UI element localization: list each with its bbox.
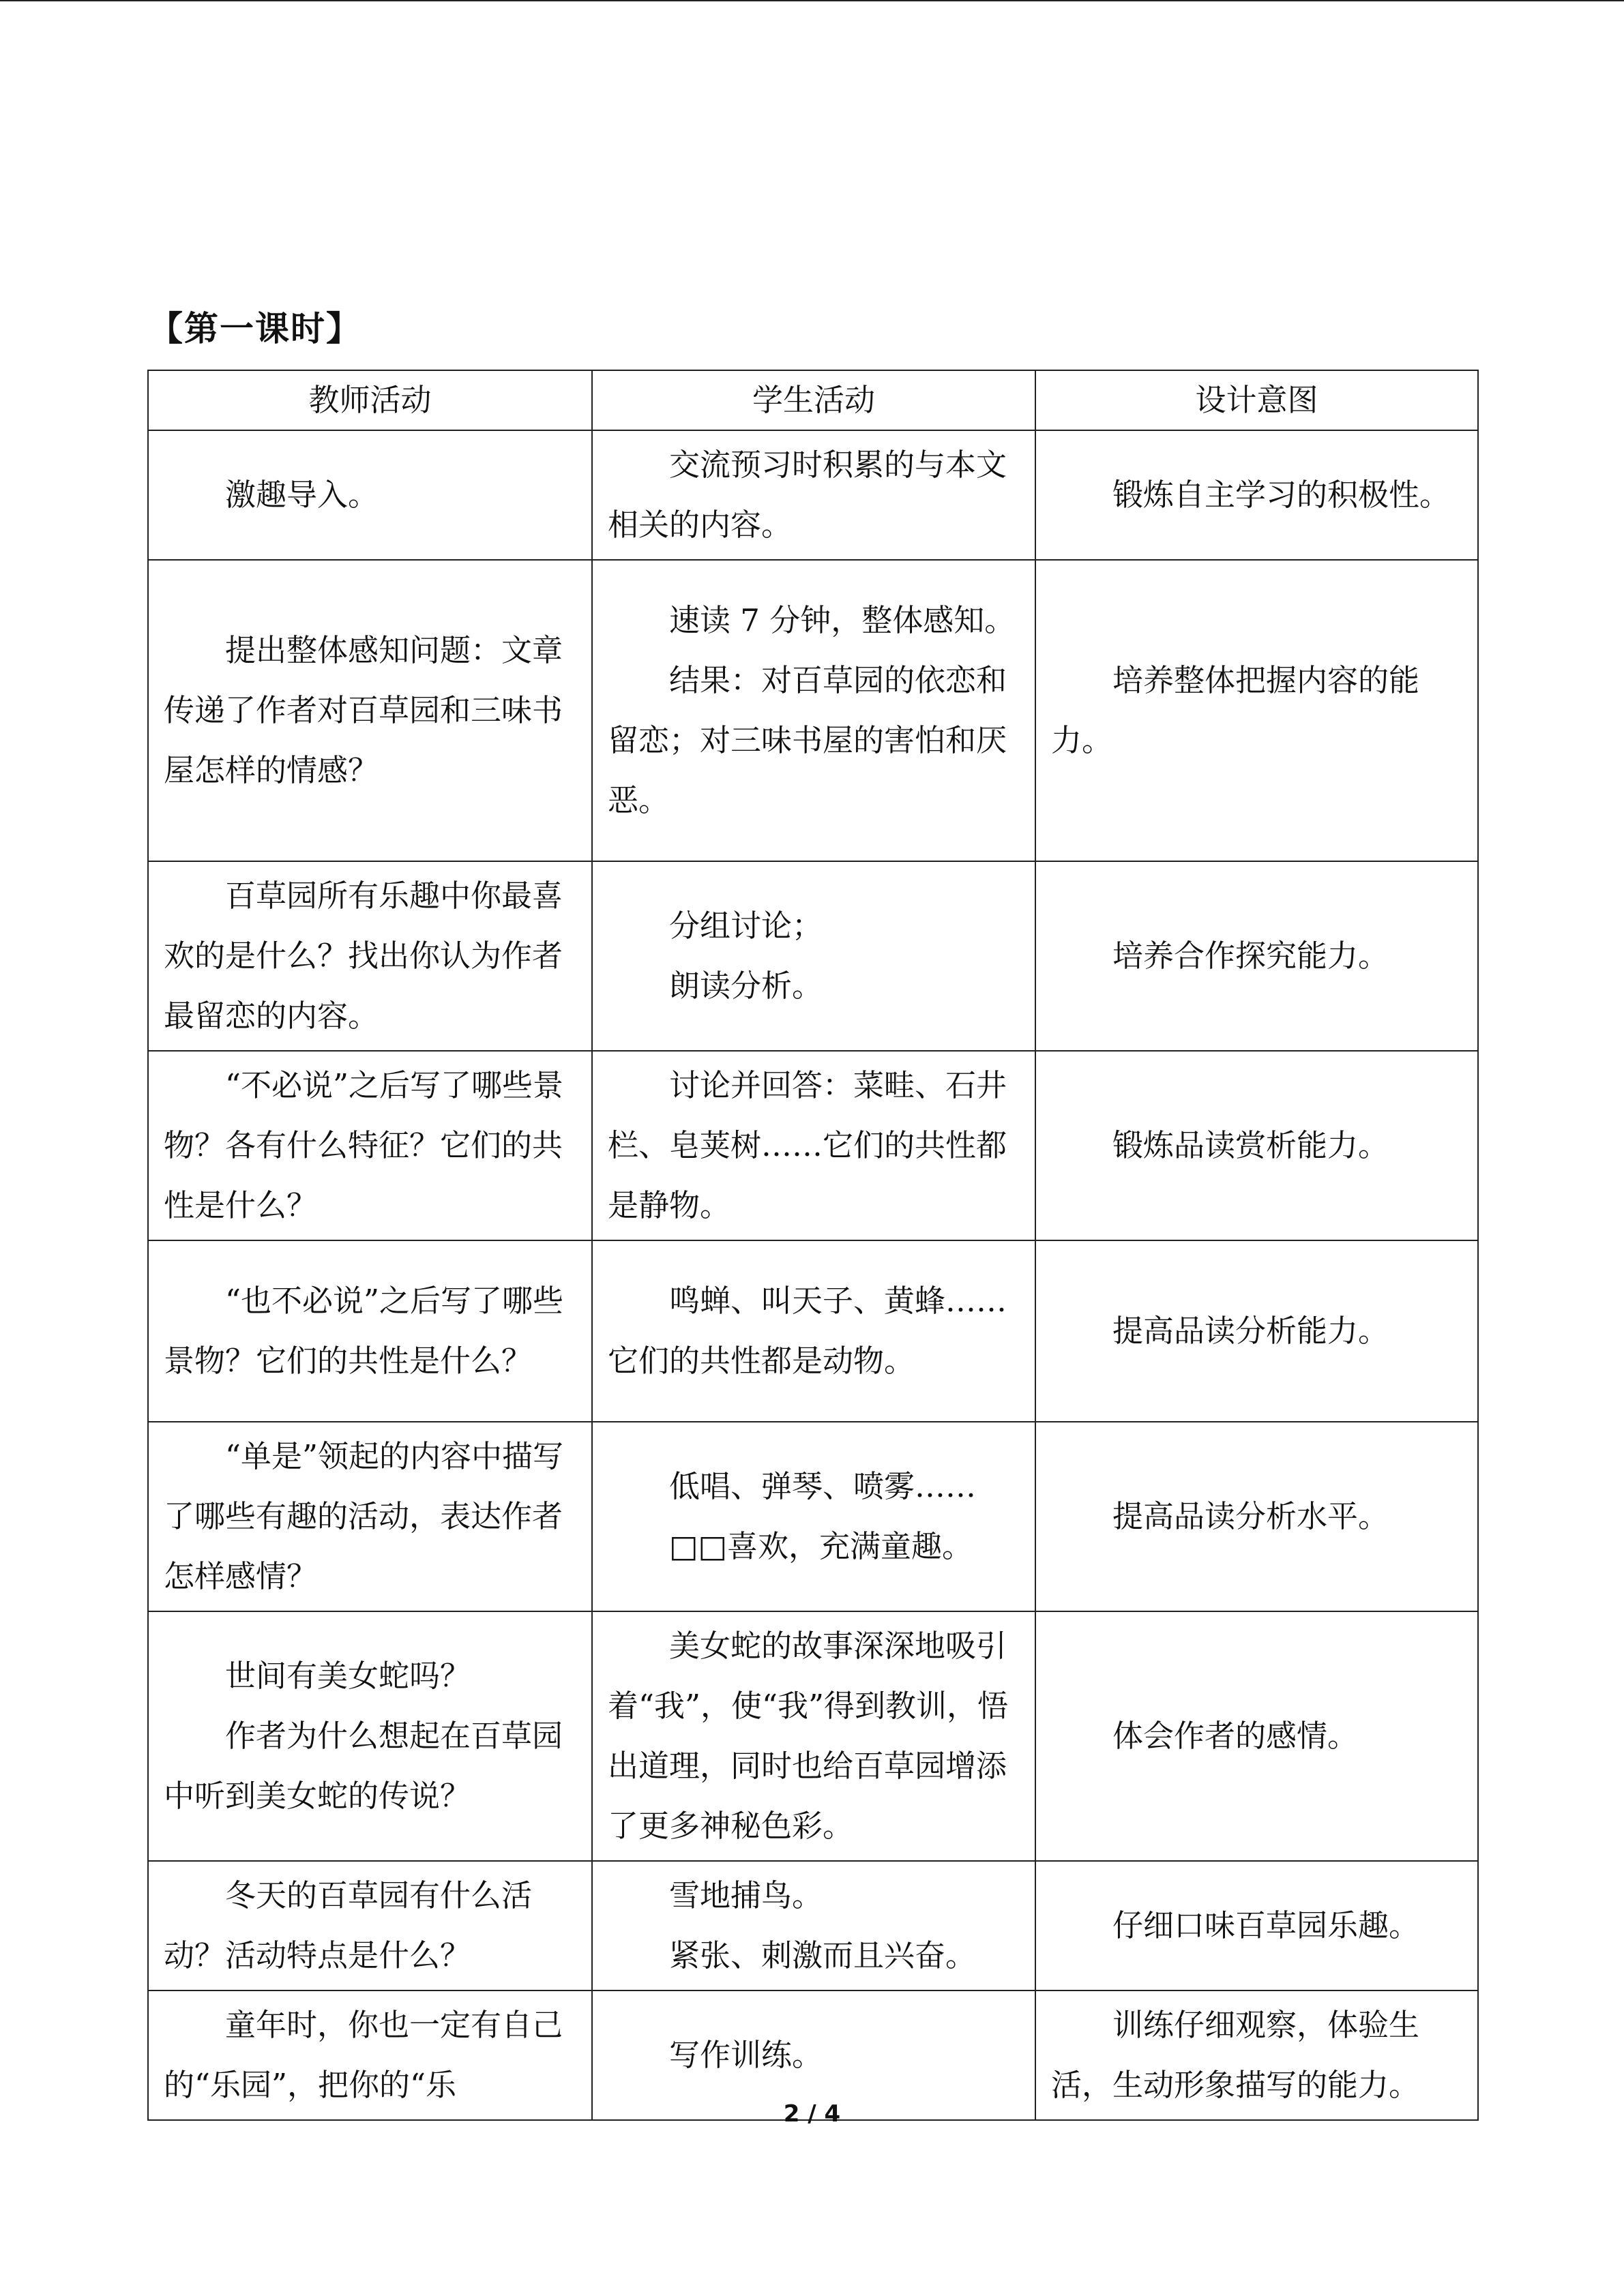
teacher-activity-cell [148,1861,592,1991]
cell-paragraph: 激趣导入。 [225,477,379,513]
cell-paragraph: 提出整体感知问题：文章传递了作者对百草园和三味书屋怎样的情感？ [164,632,563,788]
student-activity-cell [592,1051,1035,1240]
cell-paragraph: 讨论并回答：菜畦、石井栏、皂荚树……它们的共性都是静物。 [608,1067,1007,1223]
design-intent-cell [1035,861,1478,1051]
teacher-activity-cell [148,1051,592,1240]
table-row [148,1611,1478,1861]
design-intent-cell [1035,1861,1478,1991]
student-activity-cell [592,430,1035,560]
table-row [148,1051,1478,1240]
cell-paragraph: 锻炼自主学习的积极性。 [1112,477,1451,513]
cell-paragraph: 百草园所有乐趣中你最喜欢的是什么？找出你认为作者最留恋的内容。 [164,878,563,1034]
cell-paragraph: 训练仔细观察，体验生活，生动形象描写的能力。 [1051,2007,1420,2103]
cell-paragraph: 童年时，你也一定有自己的“乐园”，把你的“乐 [164,2007,563,2103]
design-intent-cell [1035,1611,1478,1861]
table-row [148,560,1478,861]
cell-paragraph: 仔细口味百草园乐趣。 [1112,1907,1420,1943]
cell-paragraph: 提高品读分析水平。 [1112,1498,1389,1534]
cell-paragraph: 紧张、刺激而且兴奋。 [669,1937,977,1973]
design-intent-cell [1035,560,1478,861]
teacher-activity-cell [148,560,592,861]
cell-paragraph: 世间有美女蛇吗？ [225,1658,471,1694]
design-intent-cell [1035,430,1478,560]
cell-paragraph: 提高品读分析能力。 [1112,1313,1389,1349]
table-row [148,861,1478,1051]
student-activity-cell [592,1861,1035,1991]
design-intent-cell [1035,1240,1478,1422]
student-activity-cell [592,1240,1035,1422]
cell-paragraph: □□喜欢，充满童趣。 [669,1528,973,1564]
teacher-activity-cell [148,861,592,1051]
student-activity-cell [592,861,1035,1051]
cell-paragraph: 冬天的百草园有什么活动？活动特点是什么？ [164,1877,533,1973]
table-header-row [148,370,1478,430]
cell-paragraph: 作者为什么想起在百草园中听到美女蛇的传说？ [164,1718,563,1814]
cell-paragraph: 体会作者的感情。 [1112,1718,1359,1754]
top-border-line [0,0,1624,1]
cell-paragraph: 分组讨论； [669,908,823,944]
cell-paragraph: 朗读分析。 [669,968,823,1004]
design-intent-cell [1035,1422,1478,1611]
header-teacher-activity: 教师活动 [148,370,592,430]
page-number: 2 / 4 [783,2100,841,2128]
table-row [148,1422,1478,1611]
cell-paragraph: “不必说”之后写了哪些景物？各有什么特征？它们的共性是什么？ [164,1067,564,1223]
teacher-activity-cell [148,1422,592,1611]
teacher-activity-cell [148,430,592,560]
cell-paragraph: 速读 7 分钟，整体感知。 [669,602,1016,638]
cell-paragraph: 交流预习时积累的与本文相关的内容。 [608,447,1007,543]
table-row [148,1240,1478,1422]
cell-paragraph: 锻炼品读赏析能力。 [1112,1127,1389,1163]
student-activity-cell [592,1422,1035,1611]
cell-paragraph: 写作训练。 [669,2037,823,2073]
table-row [148,430,1478,560]
cell-paragraph: 低唱、弹琴、喷雾…… [669,1468,977,1504]
teacher-activity-cell [148,1240,592,1422]
cell-paragraph: “单是”领起的内容中描写了哪些有趣的活动，表达作者怎样感情？ [164,1438,564,1594]
header-design-intent: 设计意图 [1035,370,1478,430]
cell-paragraph: 培养整体把握内容的能力。 [1051,662,1420,758]
section-title: 【第一课时】 [149,309,361,348]
student-activity-cell [592,1611,1035,1861]
table-body [148,430,1478,2120]
cell-paragraph: 结果：对百草园的依恋和留恋；对三味书屋的害怕和厌恶。 [608,662,1007,818]
student-activity-cell [592,560,1035,861]
cell-paragraph: 鸣蝉、叫天子、黄蜂……它们的共性都是动物。 [608,1283,1007,1379]
cell-paragraph: “也不必说”之后写了哪些景物？它们的共性是什么？ [164,1283,564,1379]
cell-paragraph: 雪地捕鸟。 [669,1877,823,1913]
cell-paragraph: 培养合作探究能力。 [1112,938,1389,974]
teacher-activity-cell [148,1611,592,1861]
lesson-plan-table [147,370,1479,2121]
header-student-activity: 学生活动 [592,370,1035,430]
cell-paragraph: 美女蛇的故事深深地吸引着“我”，使“我”得到教训，悟出道理，同时也给百草园增添了更多神秘色彩。 [608,1628,1009,1844]
table-row [148,1861,1478,1991]
design-intent-cell [1035,1051,1478,1240]
